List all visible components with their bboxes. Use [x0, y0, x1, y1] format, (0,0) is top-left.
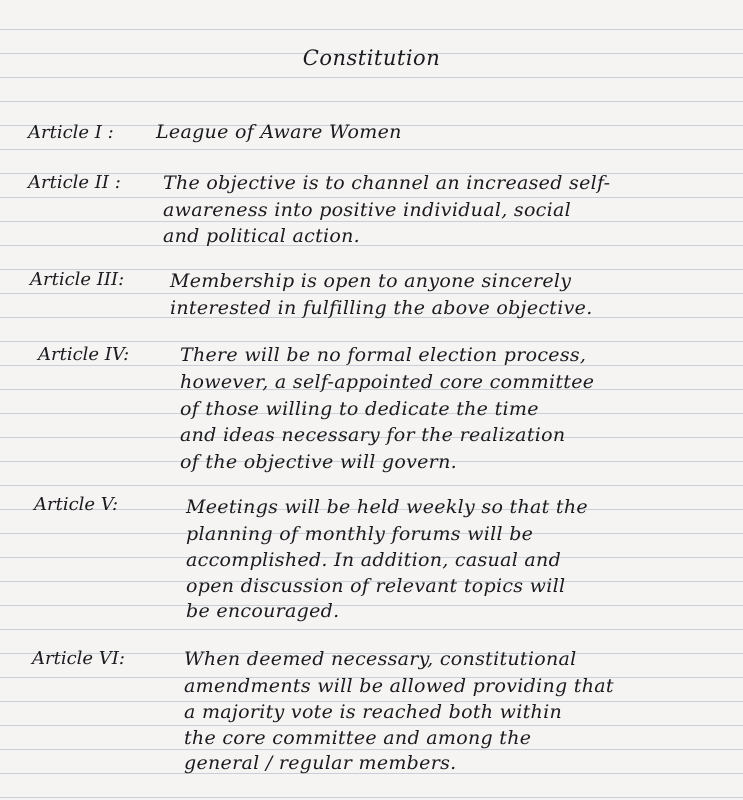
article-5-line: planning of monthly forums will be — [186, 523, 534, 545]
article-5-line: accomplished. In addition, casual and — [186, 549, 562, 571]
article-5-line: open discussion of relevant topics will — [186, 575, 566, 597]
article-4-line: and ideas necessary for the realization — [180, 424, 566, 446]
article-6-line: amendments will be allowed providing that — [184, 675, 614, 697]
document-title: Constitution — [302, 46, 441, 70]
article-5-line: be encouraged. — [186, 600, 340, 622]
article-6-line: When deemed necessary, constitutional — [184, 648, 577, 670]
article-6-line: the core committee and among the — [184, 727, 532, 749]
article-4-line: There will be no formal election process, — [180, 344, 587, 366]
article-5-label: Article V: — [34, 494, 119, 515]
article-6-line: a majority vote is reached both within — [184, 701, 562, 723]
article-2-label: Article II : — [28, 172, 121, 193]
article-6-label: Article VI: — [32, 648, 125, 669]
article-4-line: of those willing to dedicate the time — [180, 398, 539, 420]
article-1-line: League of Aware Women — [156, 121, 402, 143]
article-3-line: Membership is open to anyone sincerely — [170, 270, 572, 292]
article-2-line: The objective is to channel an increased self- — [163, 172, 611, 194]
article-1-label: Article I : — [28, 122, 114, 143]
article-3-line: interested in fulfilling the above objective. — [170, 297, 593, 319]
article-2-line: and political action. — [163, 225, 361, 247]
article-3-label: Article III: — [30, 269, 125, 290]
article-2-line: awareness into positive individual, social — [163, 199, 572, 221]
article-4-line: of the objective will govern. — [180, 451, 457, 473]
article-5-line: Meetings will be held weekly so that the — [186, 496, 588, 518]
article-6-line: general / regular members. — [184, 752, 457, 774]
article-4-line: however, a self-appointed core committee — [180, 371, 595, 393]
article-4-label: Article IV: — [38, 344, 130, 365]
